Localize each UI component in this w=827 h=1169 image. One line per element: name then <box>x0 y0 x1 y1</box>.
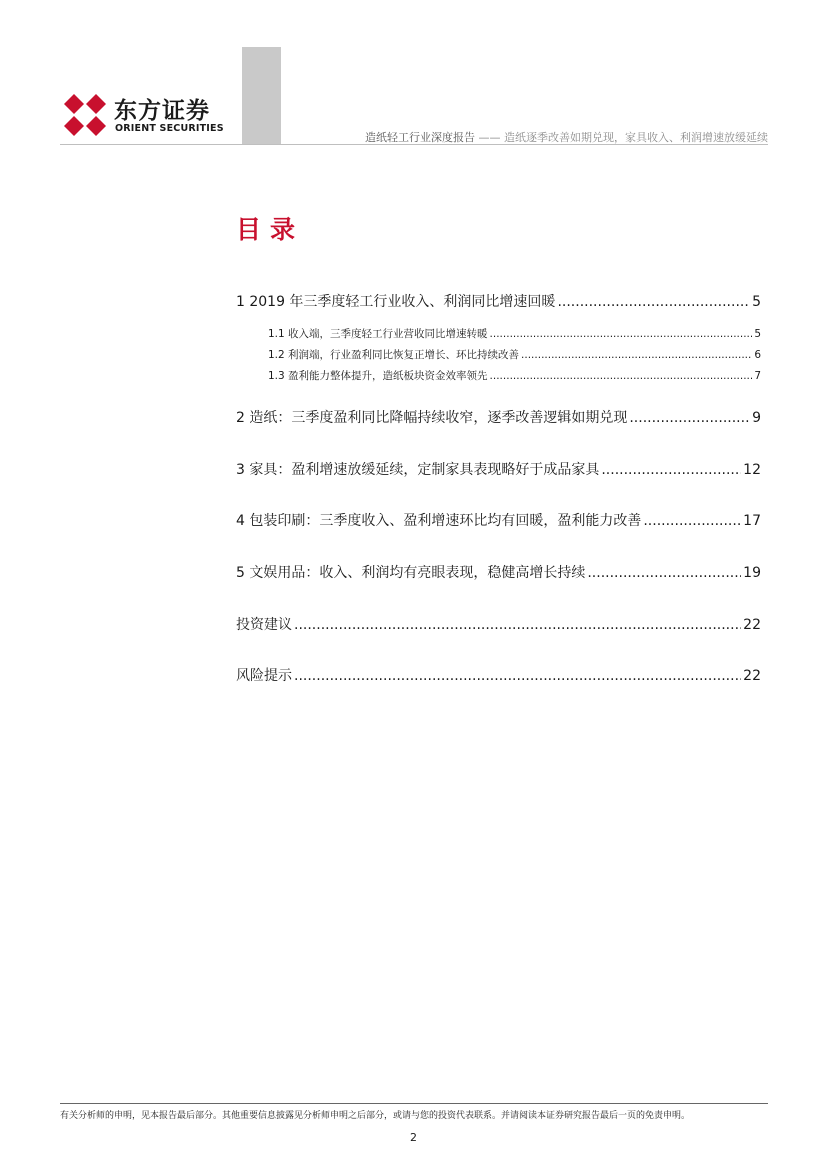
toc-entry-page: 17 <box>743 513 761 529</box>
toc-subentry[interactable] <box>268 368 761 383</box>
toc-leader <box>490 328 753 340</box>
toc-entry-text: 1.3 盈利能力整体提升，造纸板块资金效率领先 <box>268 370 488 382</box>
logo-chinese-name: 东方证券 <box>114 98 210 124</box>
toc-entry-text: 风险提示 <box>236 668 292 684</box>
toc-entry[interactable] <box>236 291 761 311</box>
report-subtitle: 造纸逐季改善如期兑现，家具收入、利润增速放缓延续 <box>504 131 768 144</box>
toc-entry-page: 9 <box>752 410 761 426</box>
toc-leader <box>294 668 741 684</box>
logo-english-name: ORIENT SECURITIES <box>115 123 224 134</box>
toc-entry[interactable] <box>236 510 761 530</box>
header-separator: —— <box>478 131 501 144</box>
toc-leader <box>643 513 741 529</box>
toc-entry-text: 2 造纸：三季度盈利同比降幅持续收窄，逐季改善逻辑如期兑现 <box>236 410 628 426</box>
toc-entry[interactable] <box>236 459 761 479</box>
company-logo <box>62 92 242 138</box>
toc-subentry[interactable] <box>268 326 761 341</box>
toc-entry-text: 1.2 利润端，行业盈利同比恢复正增长、环比持续改善 <box>268 349 520 361</box>
page-number: 2 <box>410 1131 417 1144</box>
toc-subentry[interactable] <box>268 347 761 362</box>
toc-entry-page: 19 <box>743 565 761 581</box>
toc-leader <box>294 617 741 633</box>
toc-title: 目录 <box>236 215 305 244</box>
header-divider <box>60 144 768 145</box>
toc-entry-page: 5 <box>752 294 761 310</box>
toc-leader <box>521 349 752 361</box>
toc-entry[interactable] <box>236 562 761 582</box>
orient-logo-icon <box>62 92 108 138</box>
toc-leader <box>629 410 750 426</box>
toc-entry-text: 投资建议 <box>236 617 292 633</box>
toc-entry-page: 6 <box>754 349 761 361</box>
toc-entry-text: 1.1 收入端，三季度轻工行业营收同比增速转暖 <box>268 328 488 340</box>
toc-leader <box>587 565 741 581</box>
toc-leader <box>557 294 750 310</box>
toc-entry[interactable] <box>236 665 761 685</box>
header-gray-block <box>242 47 281 145</box>
toc-entry-page: 5 <box>754 328 761 340</box>
toc-leader <box>490 370 753 382</box>
toc-entry[interactable] <box>236 614 761 634</box>
toc-entry[interactable] <box>236 407 761 427</box>
toc-entry-page: 22 <box>743 617 761 633</box>
footer-divider <box>60 1103 768 1104</box>
toc-entry-text: 4 包装印刷：三季度收入、盈利增速环比均有回暖，盈利能力改善 <box>236 513 642 529</box>
toc-entry-text: 5 文娱用品：收入、利润均有亮眼表现，稳健高增长持续 <box>236 565 586 581</box>
report-header <box>332 129 768 145</box>
toc-entry-page: 12 <box>743 462 761 478</box>
toc-entry-page: 7 <box>754 370 761 382</box>
analyst-disclaimer: 有关分析师的申明，见本报告最后部分。其他重要信息披露见分析师申明之后部分，或请与您的投资代表联系。并请阅读本证券研究报告最后一页的免责申明。 <box>60 1111 691 1121</box>
toc-entry-text: 3 家具：盈利增速放缓延续，定制家具表现略好于成品家具 <box>236 462 600 478</box>
toc-entry-page: 22 <box>743 668 761 684</box>
toc-leader <box>601 462 741 478</box>
report-category: 造纸轻工行业深度报告 <box>365 131 475 144</box>
toc-entry-text: 1 2019 年三季度轻工行业收入、利润同比增速回暖 <box>236 294 556 310</box>
